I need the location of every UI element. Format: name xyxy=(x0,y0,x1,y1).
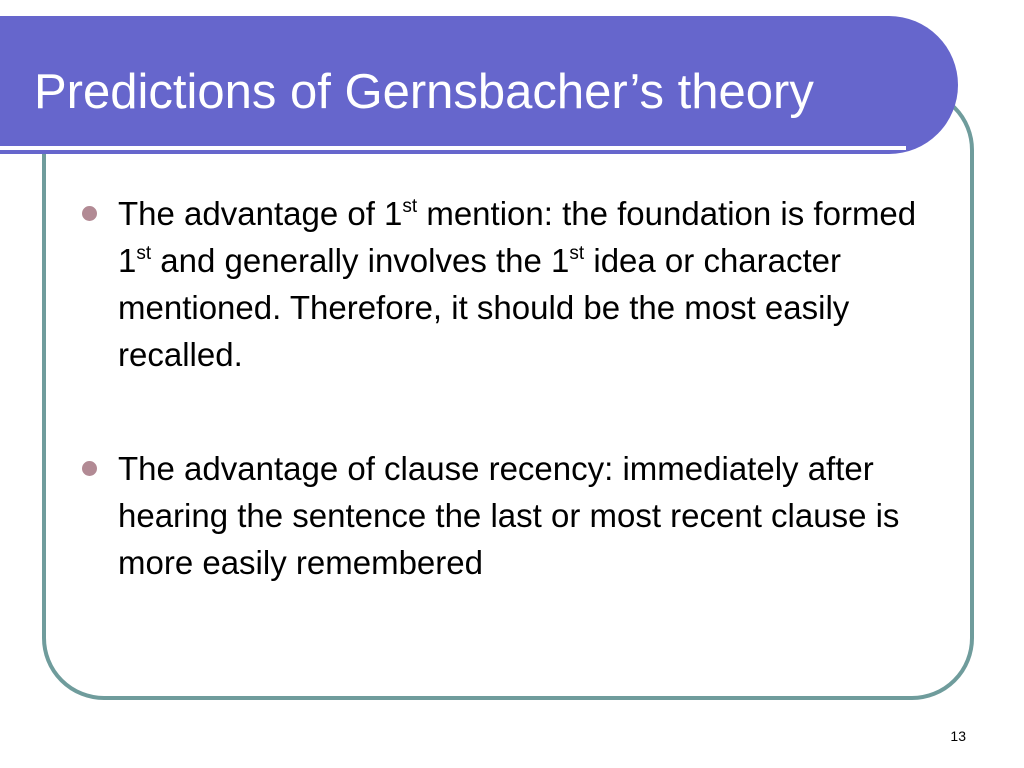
bullet-text-segment: mention: the foundation is formed 1 xyxy=(118,195,917,279)
bullet-dot-icon xyxy=(82,206,97,221)
bullet-text-segment: idea or character mentioned. Therefore, it should be the most easily recalled. xyxy=(118,242,850,373)
page-number: 13 xyxy=(950,728,966,744)
bullet-text xyxy=(118,445,948,586)
ordinal-superscript: st xyxy=(402,196,418,217)
title-underline xyxy=(0,146,906,150)
slide-title: Predictions of Gernsbacher’s theory xyxy=(34,65,814,119)
title-bar xyxy=(0,16,958,154)
ordinal-superscript: st xyxy=(136,243,152,264)
bullet-text-segment: The advantage of 1 xyxy=(118,195,403,232)
bullet-dot-icon xyxy=(82,461,97,476)
bullet-text xyxy=(118,190,948,378)
bullet-text-segment: and generally involves the 1 xyxy=(151,242,570,279)
content-frame xyxy=(42,88,974,700)
bullet-text-segment: The advantage of clause recency: immediately after hearing the sentence the last or most recent clause is more easily remembered xyxy=(118,450,900,581)
ordinal-superscript: st xyxy=(569,243,585,264)
